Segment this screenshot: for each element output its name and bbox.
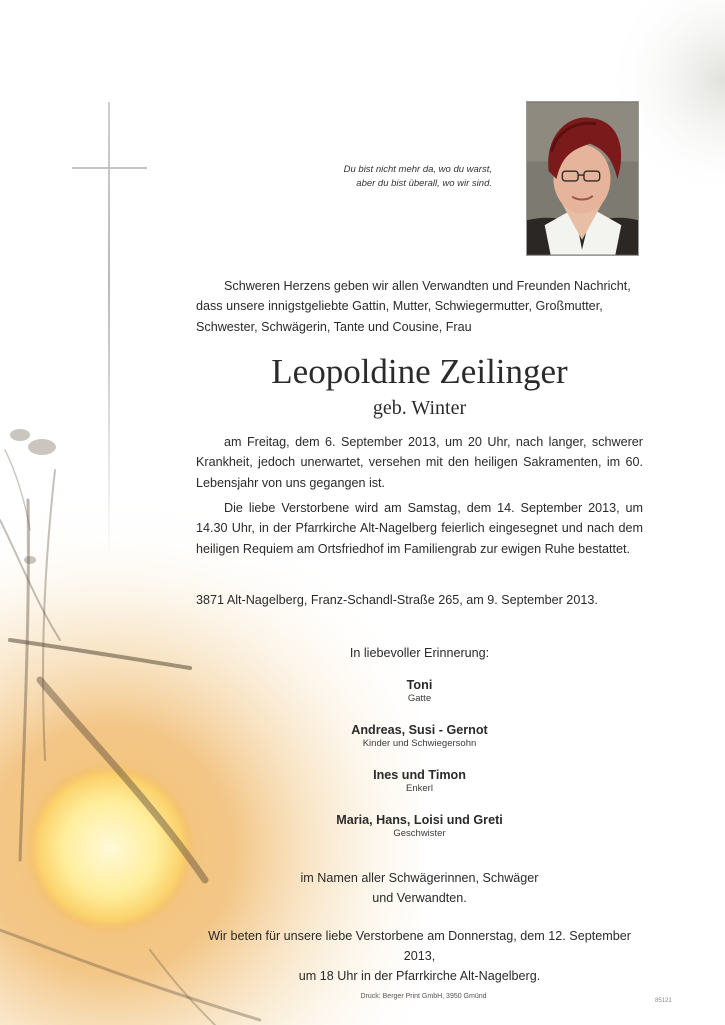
memory-intro: In liebevoller Erinnerung: — [349, 646, 490, 660]
mourner-name: Ines und Timon — [373, 768, 466, 782]
intro-line-3: Schwester, Schwägerin, Tante und Cousine, Frau — [196, 319, 472, 334]
mourner-group — [196, 677, 643, 705]
quote-line-1: Du bist nicht mehr da, wo du warst, — [343, 164, 492, 175]
death-notice: am Freitag, dem 6. September 2013, um 20 Uhr, nach langer, schwerer Krankheit, jedoch unerwartet, versehen mit den heiligen Sakramenten, im 60. Lebensjahr von uns gegangen ist. — [196, 435, 643, 490]
mourner-group — [196, 722, 643, 750]
mourner-relation: Kinder und Schwiegersohn — [362, 738, 477, 749]
closing-note — [196, 868, 643, 908]
mourner-group — [196, 812, 643, 840]
closing-line-2: und Verwandten. — [372, 891, 467, 905]
mourner-relation: Enkerl — [406, 783, 433, 794]
maiden-name: geb. Winter — [372, 397, 467, 419]
mourner-name: Andreas, Susi - Gernot — [351, 723, 488, 737]
prayer-notice — [196, 926, 643, 986]
intro-line-1: Schweren Herzens geben wir allen Verwandten und Freunden Nachricht, — [224, 279, 631, 293]
prayer-line-1: Wir beten für unsere liebe Verstorbene am Donnerstag, dem 12. September 2013, — [208, 929, 631, 963]
intro-line-2: dass unsere innigstgeliebte Gattin, Mutter, Schwiegermutter, Großmutter, — [196, 299, 603, 314]
prayer-line-2: um 18 Uhr in der Pfarrkirche Alt-Nagelberg. — [298, 969, 541, 983]
intro-paragraph — [196, 276, 643, 337]
funeral-notice: Die liebe Verstorbene wird am Samstag, dem 14. September 2013, um 14.30 Uhr, in der Pfarrkirche Alt-Nagelberg feierlich eingesegnet und nach dem heiligen Requiem am Ortsfriedhof im Familiengrab zur ewigen Ruhe bestattet. — [196, 501, 643, 556]
mourner-relation: Gatte — [407, 693, 432, 704]
portrait-photo — [526, 101, 639, 256]
printer-credit: Druck: Berger Print GmbH, 3950 Gmünd — [360, 993, 487, 1000]
cross-horizontal-beam — [72, 167, 147, 169]
cross-vertical-beam — [108, 102, 110, 557]
address-date: 3871 Alt-Nagelberg, Franz-Schandl-Straße 265, am 9. September 2013. — [196, 593, 598, 607]
deceased-name: Leopoldine Zeilinger — [271, 352, 568, 391]
form-code: 85121 — [655, 998, 672, 1004]
mourner-name: Maria, Hans, Loisi und Greti — [336, 813, 503, 827]
mourner-name: Toni — [406, 678, 433, 692]
mourner-group — [196, 767, 643, 795]
closing-line-1: im Namen aller Schwägerinnen, Schwäger — [300, 871, 539, 885]
quote-line-2: aber du bist überall, wo wir sind. — [356, 178, 492, 189]
mourner-relation: Geschwister — [393, 828, 446, 839]
memorial-quote — [300, 163, 492, 191]
